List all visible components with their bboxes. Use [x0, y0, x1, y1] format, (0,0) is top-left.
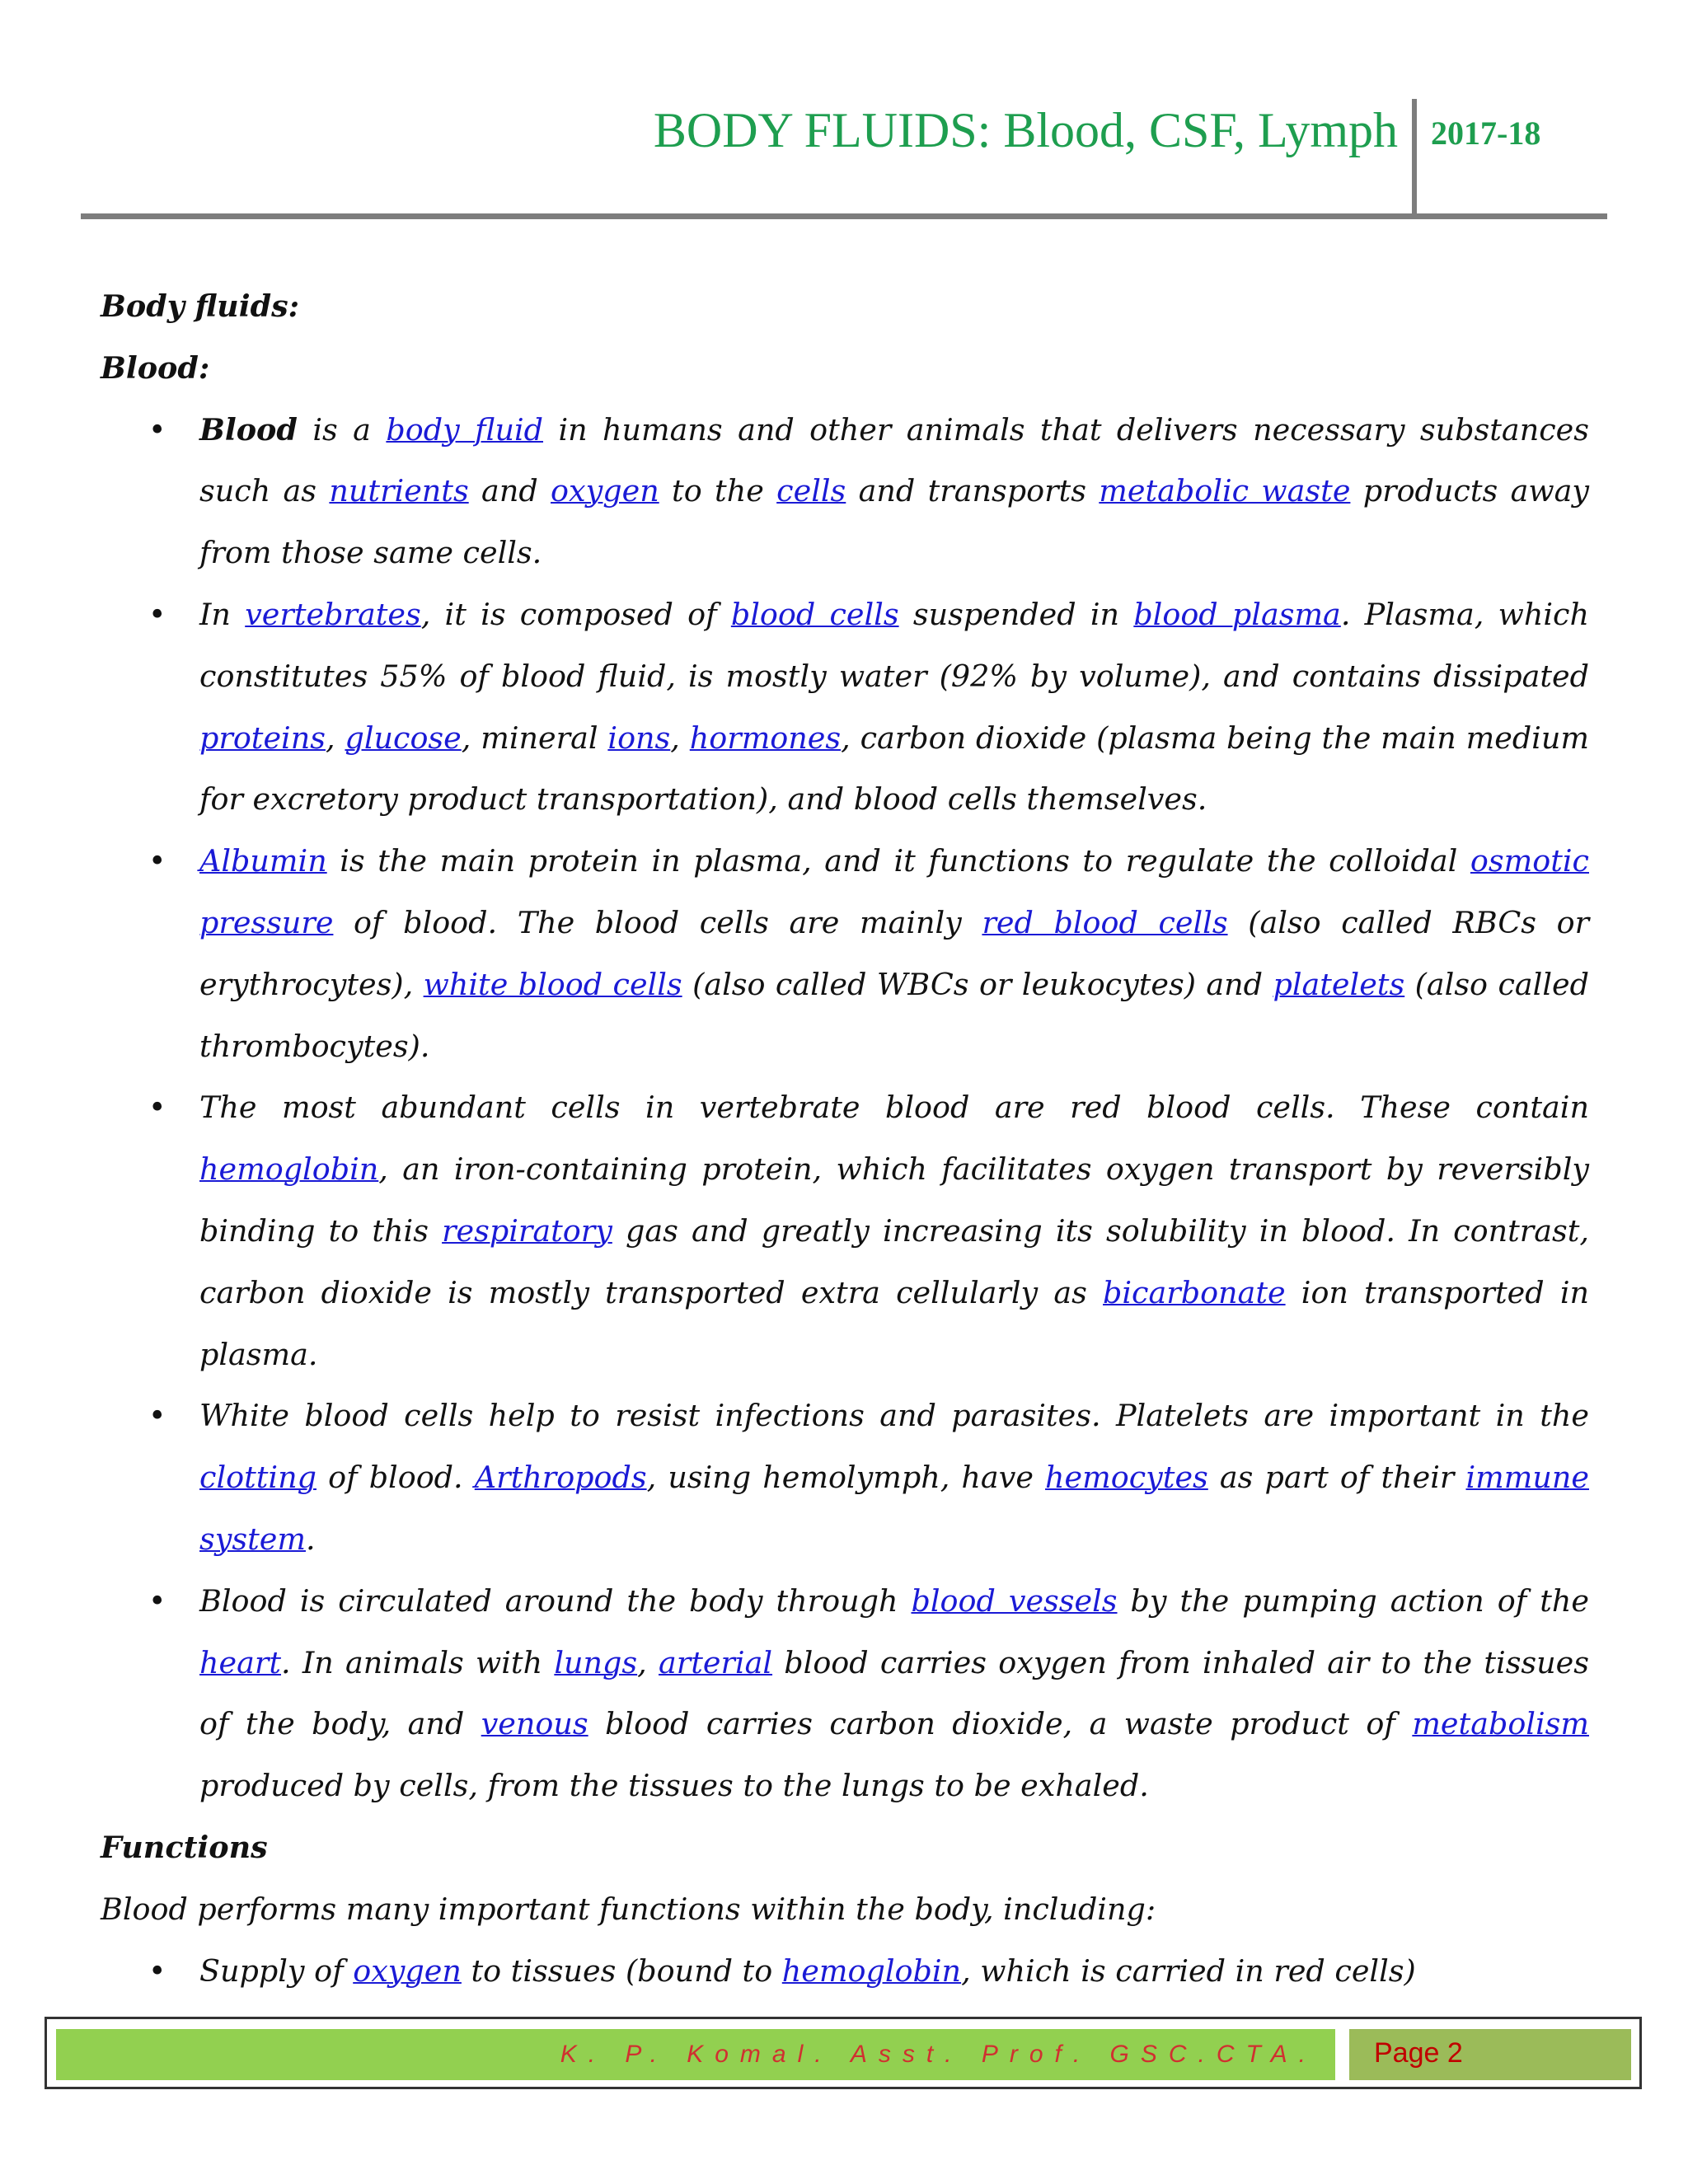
- hyperlink[interactable]: body fluid: [386, 411, 544, 448]
- header-divider: [1412, 99, 1417, 216]
- header-rule: [81, 213, 1607, 219]
- hyperlink[interactable]: hemocytes: [1045, 1460, 1208, 1496]
- hyperlink[interactable]: clotting: [199, 1460, 316, 1496]
- hyperlink[interactable]: metabolic waste: [1099, 473, 1351, 509]
- bold-term: Blood: [199, 411, 298, 448]
- body-text: to tissues (bound to: [461, 1952, 782, 1989]
- hyperlink[interactable]: cells: [776, 473, 846, 509]
- hyperlink[interactable]: Arthropods: [474, 1460, 647, 1496]
- body-text: in humans and other animals that delivers necessary substances such as: [199, 411, 1589, 509]
- list-item: [101, 1077, 1589, 1385]
- hyperlink[interactable]: venous: [481, 1706, 588, 1742]
- body-text: , mineral: [461, 719, 608, 756]
- hyperlink[interactable]: heart: [199, 1644, 281, 1680]
- list-item: [101, 1941, 1589, 2003]
- body-text: blood carries oxygen from inhaled air to the tissues of the body, and: [199, 1644, 1589, 1742]
- body-text: , using hemolymph, have: [646, 1460, 1046, 1496]
- hyperlink[interactable]: vertebrates: [245, 596, 421, 632]
- hyperlink[interactable]: Albumin: [199, 843, 327, 879]
- body-text: of blood.: [316, 1460, 475, 1496]
- body-text: (also called thrombocytes).: [199, 966, 1589, 1064]
- footer-author: K. P. Komal. Asst. Prof. GSC.CTA.: [560, 2041, 1317, 2068]
- list-item: [101, 1571, 1589, 1817]
- body-text: White blood cells help to resist infections and parasites. Platelets are important in the: [199, 1398, 1589, 1434]
- page-number: Page 2: [1349, 2029, 1631, 2080]
- body-text: as part of their: [1207, 1460, 1466, 1496]
- body-text: ion transported in plasma.: [199, 1274, 1590, 1372]
- hyperlink[interactable]: respiratory: [442, 1212, 612, 1249]
- heading-body-fluids: Body fluids:: [101, 288, 300, 324]
- body-text: (also called RBCs or erythrocytes),: [199, 904, 1590, 1002]
- hyperlink[interactable]: nutrients: [329, 473, 469, 509]
- body-text: ,: [670, 719, 690, 756]
- body-text: Blood is circulated around the body through: [199, 1582, 912, 1619]
- hyperlink[interactable]: oxygen: [353, 1952, 462, 1989]
- hyperlink[interactable]: red blood cells: [982, 904, 1228, 940]
- hyperlink[interactable]: blood vessels: [911, 1582, 1118, 1619]
- body-text: Supply of: [199, 1952, 354, 1989]
- hyperlink[interactable]: bicarbonate: [1103, 1274, 1286, 1310]
- body-text: and transports: [846, 473, 1100, 509]
- hyperlink[interactable]: hormones: [689, 719, 842, 756]
- body-text: and: [468, 473, 551, 509]
- body-text: , it is composed of: [420, 596, 731, 632]
- body-text: , an iron-containing protein, which facilitates oxygen transport by reversibly binding to this: [199, 1151, 1589, 1249]
- hyperlink[interactable]: platelets: [1273, 966, 1405, 1002]
- body-text: , carbon dioxide (plasma being the main medium for excretory product transportation), and blood cells themselves.: [199, 719, 1589, 818]
- body-text: by the pumping action of the: [1117, 1582, 1589, 1619]
- heading-functions: Functions: [101, 1829, 268, 1865]
- body-text: In: [199, 596, 246, 632]
- body-text: . In animals with: [281, 1644, 555, 1680]
- list-item: [101, 1385, 1589, 1570]
- body-text: .: [305, 1521, 316, 1557]
- body-text: , which is carried in red cells): [961, 1952, 1416, 1989]
- body-text: suspended in: [898, 596, 1134, 632]
- blood-bullet-list: [101, 400, 1589, 1817]
- list-item: [101, 584, 1589, 831]
- body-text: produced by cells, from the tissues to the lungs to be exhaled.: [199, 1768, 1149, 1804]
- body-text: The most abundant cells in vertebrate blood are red blood cells. These contain: [199, 1090, 1589, 1126]
- body-text: (also called WBCs or leukocytes) and: [682, 966, 1273, 1002]
- body-text: . Plasma, which constitutes 55% of blood fluid, is mostly water (92% by volume), and contains dissipated: [199, 596, 1590, 694]
- list-item: [101, 400, 1589, 584]
- hyperlink[interactable]: osmotic pressure: [199, 843, 1589, 940]
- hyperlink[interactable]: blood cells: [730, 596, 899, 632]
- body-text: blood carries carbon dioxide, a waste product of: [588, 1706, 1413, 1742]
- hyperlink[interactable]: hemoglobin: [199, 1151, 379, 1188]
- document-year: 2017-18: [1431, 115, 1541, 152]
- functions-intro: Blood performs many important functions within the body, including:: [101, 1891, 1156, 1927]
- hyperlink[interactable]: lungs: [554, 1644, 638, 1680]
- heading-blood: Blood:: [101, 349, 210, 386]
- hyperlink[interactable]: metabolism: [1412, 1706, 1589, 1742]
- body-text: products away from those same cells.: [199, 473, 1590, 571]
- hyperlink[interactable]: ions: [607, 719, 671, 756]
- hyperlink[interactable]: proteins: [199, 719, 326, 756]
- functions-bullet-list: [101, 1941, 1589, 2003]
- body-text: ,: [325, 719, 345, 756]
- body-text: ,: [637, 1644, 659, 1680]
- document-title: BODY FLUIDS: Blood, CSF, Lymph: [653, 103, 1398, 157]
- body-text: is the main protein in plasma, and it functions to regulate the colloidal: [326, 843, 1470, 879]
- hyperlink[interactable]: white blood cells: [423, 966, 682, 1002]
- body-text: gas and greatly increasing its solubility in blood. In contrast, carbon dioxide is mostly transported extra cellularly as: [199, 1212, 1589, 1310]
- hyperlink[interactable]: glucose: [345, 719, 462, 756]
- hyperlink[interactable]: blood plasma: [1133, 596, 1341, 632]
- body-text: is a: [297, 411, 387, 448]
- hyperlink[interactable]: arterial: [659, 1644, 773, 1680]
- hyperlink[interactable]: immune system: [199, 1460, 1589, 1557]
- list-item: [101, 831, 1589, 1077]
- hyperlink[interactable]: oxygen: [551, 473, 659, 509]
- document-body: [101, 276, 1589, 2002]
- body-text: to the: [659, 473, 777, 509]
- body-text: of blood. The blood cells are mainly: [333, 904, 982, 940]
- hyperlink[interactable]: hemoglobin: [781, 1952, 962, 1989]
